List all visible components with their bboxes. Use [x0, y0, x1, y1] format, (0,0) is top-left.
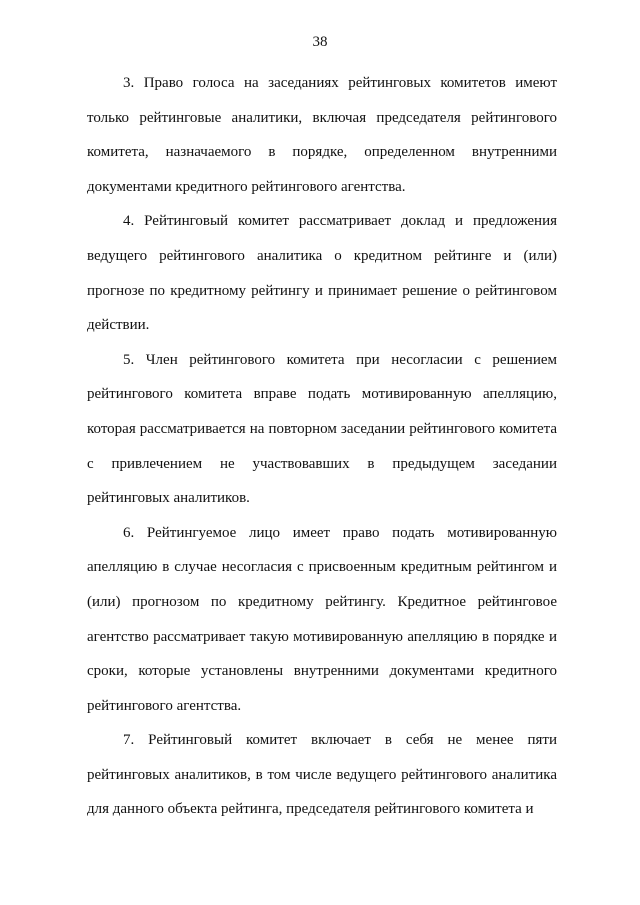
paragraph-4: 4. Рейтинговый комитет рассматривает доклад и предложения ведущего рейтингового аналитика о кредитном рейтинге и (или) прогнозе по кредитному рейтингу и принимает решение о рейтинговом действии.	[87, 213, 557, 334]
page-number: 38	[312, 34, 328, 50]
paragraph-7: 7. Рейтинговый комитет включает в себя не менее пяти рейтинговых аналитиков, в том числе ведущего рейтингового аналитика для данного объекта рейтинга, председателя рейтингового комитета и	[87, 732, 557, 818]
document-body	[87, 66, 557, 827]
paragraph-6: 6. Рейтингуемое лицо имеет право подать мотивированную апелляцию в случае несогласия с присвоенным кредитным рейтингом и (или) прогнозом по кредитному рейтингу. Кредитное рейтинговое агентство рассматривает такую мотивированную апелляцию в порядке и сроки, которые установлены внутренними документами кредитного рейтингового агентства.	[87, 524, 557, 714]
paragraph-5: 5. Член рейтингового комитета при несогласии с решением рейтингового комитета вправе подать мотивированную апелляцию, которая рассматривается на повторном заседании рейтингового комитета с привлечением не участвовавших в предыдущем заседании рейтинговых аналитиков.	[87, 351, 557, 507]
paragraph-3: 3. Право голоса на заседаниях рейтинговых комитетов имеют только рейтинговые аналитики, включая председателя рейтингового комитета, назначаемого в порядке, определенном внутренними документами кредитного рейтингового агентства.	[87, 75, 557, 195]
